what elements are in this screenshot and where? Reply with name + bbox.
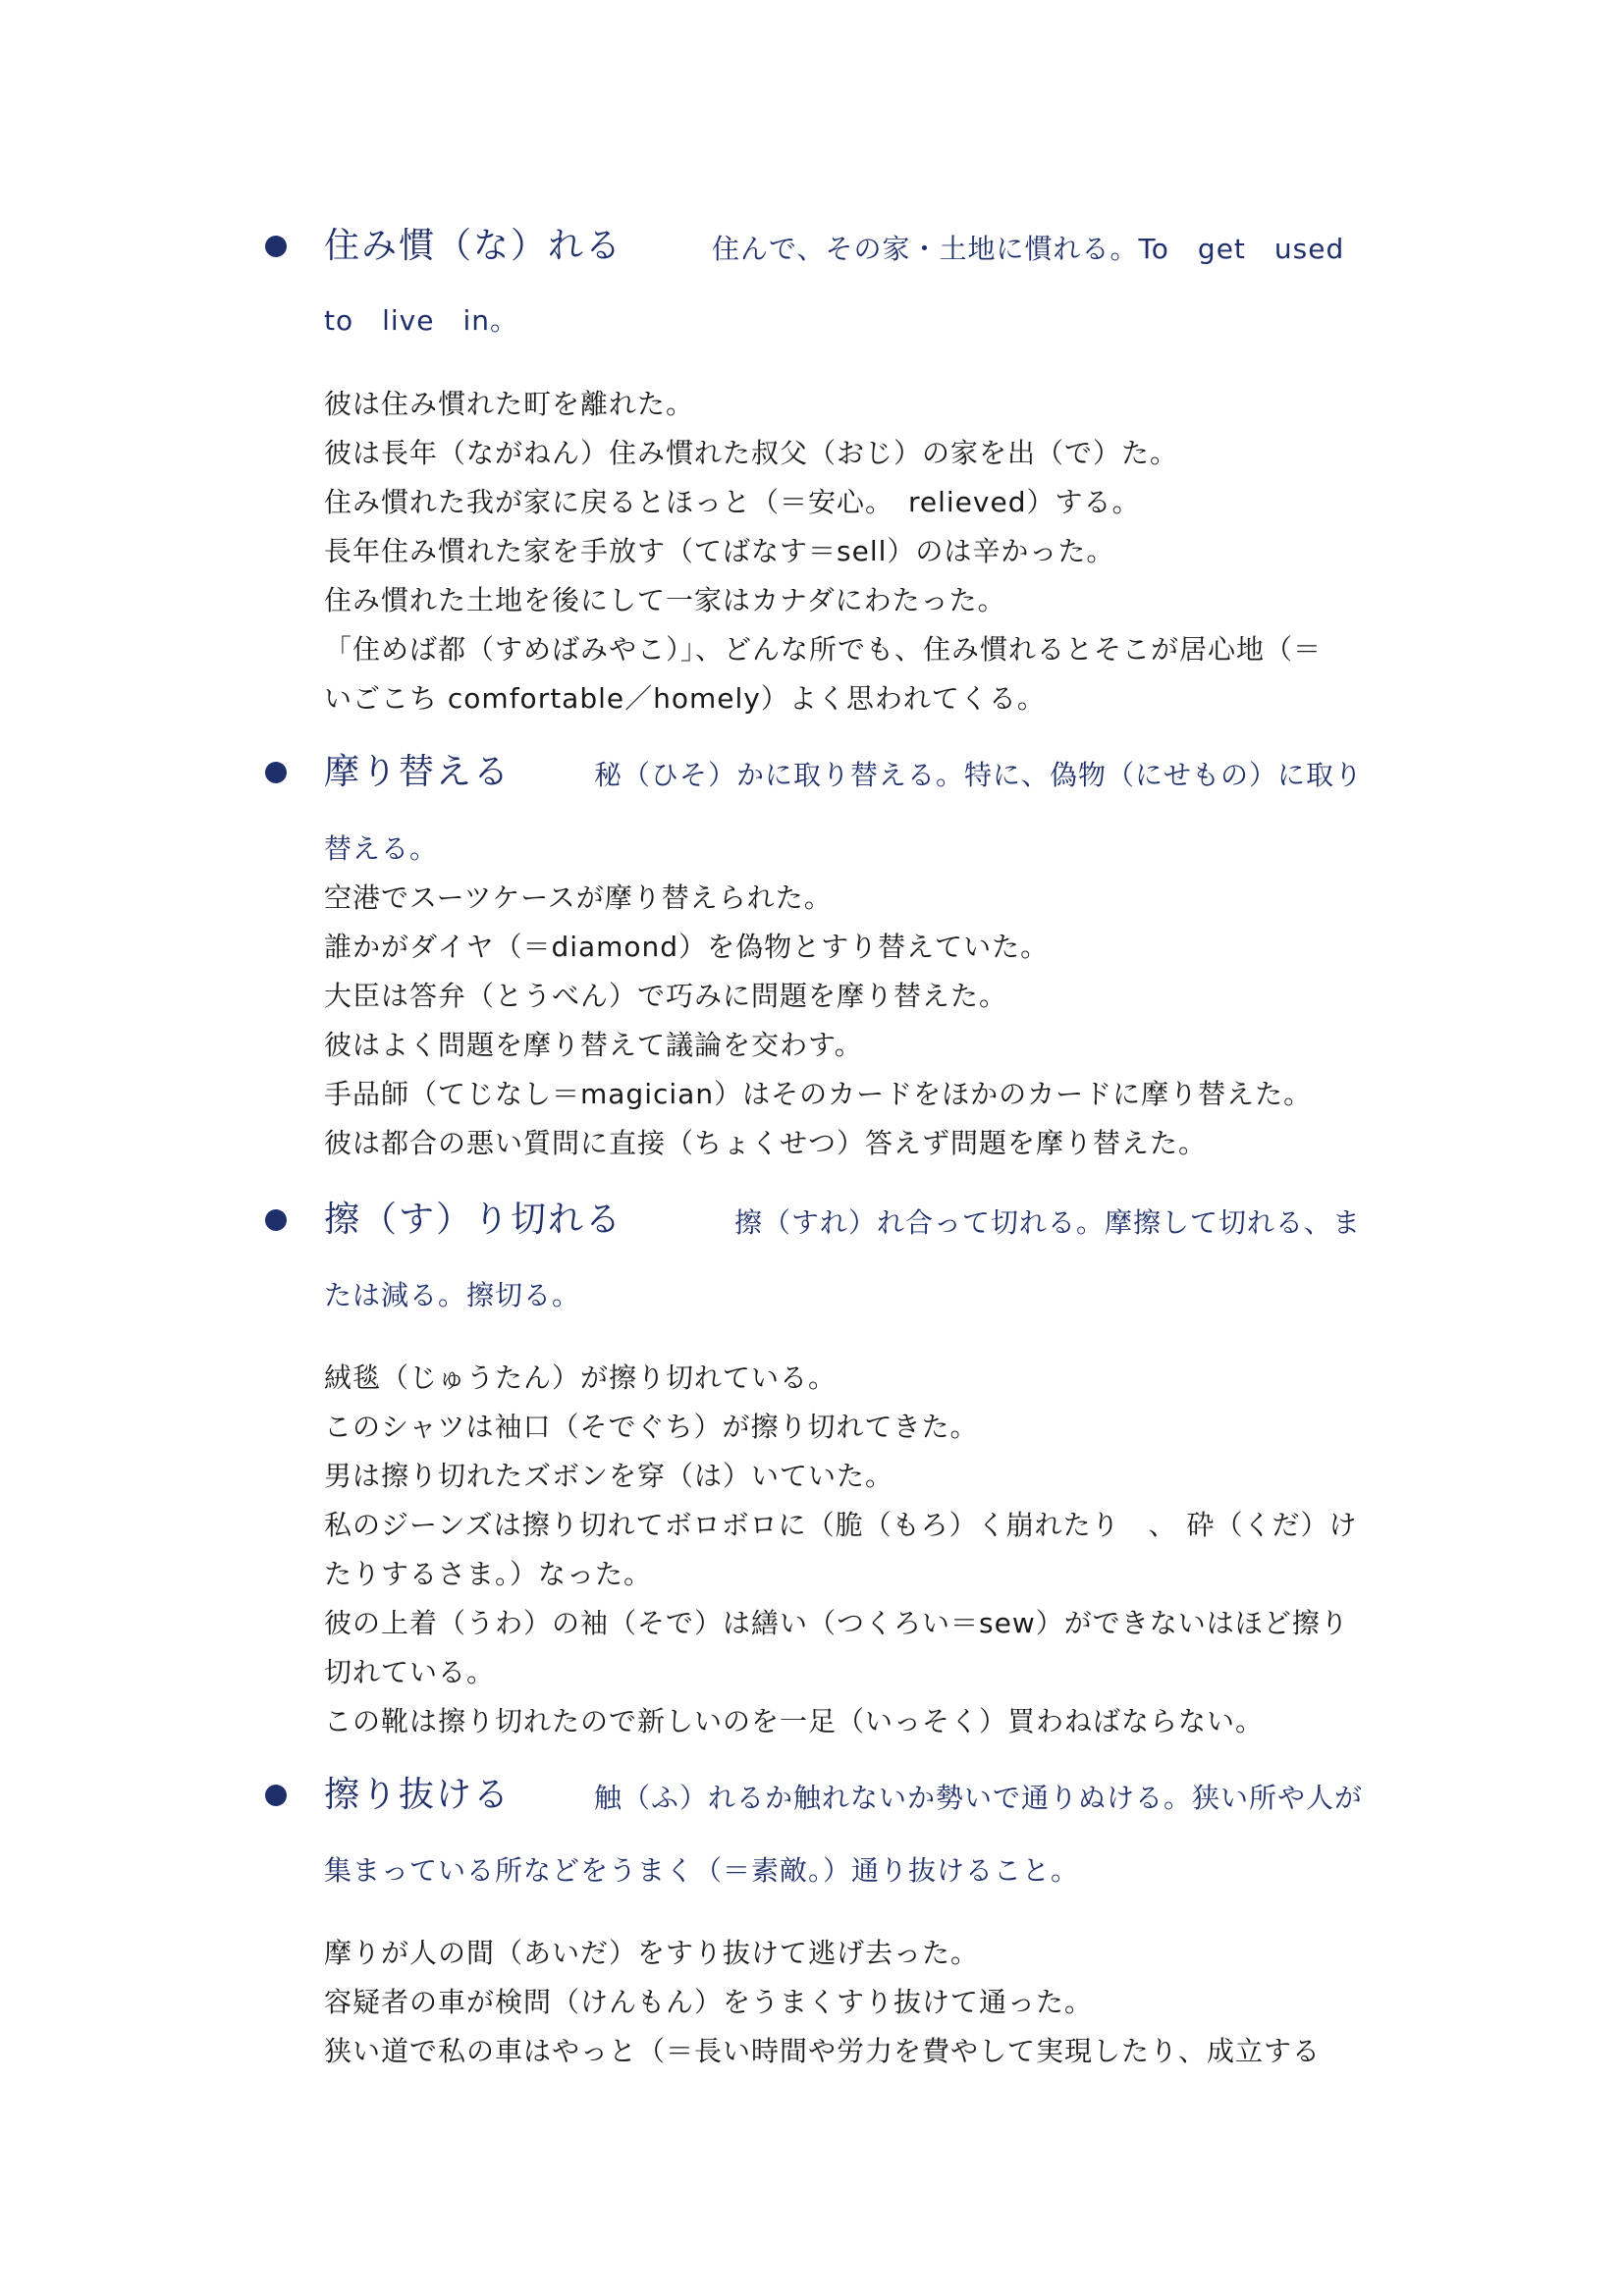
- example-sentence: 絨毯（じゅうたん）が擦り切れている。: [324, 1362, 838, 1394]
- example-sentence: 彼は住み慣れた町を離れた。: [324, 388, 695, 420]
- example-sentence: 摩りが人の間（あいだ）をすり抜けて逃げ去った。: [324, 1937, 980, 1969]
- bullet-icon: [265, 236, 287, 257]
- entry-definition: 住んで、その家・土地に慣れる。To get used: [712, 233, 1345, 265]
- entry-definition: 触（ふ）れるか触れないか勢いで通りぬける。狭い所や人が: [594, 1782, 1364, 1814]
- bullet-icon: [265, 1209, 287, 1231]
- entry-definition-cont: たは減る。擦切る。: [324, 1279, 581, 1311]
- entry-definition-cont: to live in。: [324, 304, 518, 337]
- example-sentence: 「住めば都（すめばみやこ）」、どんな所でも、住み慣れるとそこが居心地（＝: [324, 633, 1323, 666]
- example-sentence: 私のジーンズは擦り切れてボロボロに（脆（もろ）く崩れたり 、 砕（くだ）け: [324, 1509, 1358, 1541]
- entry-term: 住み慣（な）れる: [324, 226, 623, 266]
- bullet-icon: [265, 1785, 287, 1806]
- entry-definition-cont: 替える。: [324, 832, 439, 865]
- entry-definition: 擦（すれ）れ合って切れる。摩擦して切れる、ま: [734, 1206, 1362, 1239]
- example-sentence: 住み慣れた我が家に戻るとほっと（＝安心。 relieved）する。: [324, 486, 1141, 518]
- example-sentence: 彼の上着（うわ）の袖（そで）は繕い（つくろい＝sew）ができないはほど擦り: [324, 1607, 1349, 1639]
- example-sentence: 長年住み慣れた家を手放す（てばなす＝sell）のは辛かった。: [324, 535, 1115, 567]
- example-sentence: 誰かがダイヤ（＝diamond）を偽物とすり替えていた。: [324, 931, 1050, 963]
- entry-definition: 秘（ひそ）かに取り替える。特に、偽物（にせもの）に取り: [594, 759, 1364, 791]
- example-sentence: いごこち comfortable／homely）よく思われてくる。: [324, 682, 1046, 715]
- example-sentence: 大臣は答弁（とうべん）で巧みに問題を摩り替えた。: [324, 980, 1008, 1012]
- example-sentence: 彼はよく問題を摩り替えて議論を交わす。: [324, 1029, 863, 1061]
- bullet-icon: [265, 762, 287, 783]
- example-sentence: 手品師（てじなし＝magician）はそのカードをほかのカードに摩り替えた。: [324, 1078, 1313, 1110]
- entry-term: 擦（す）り切れる: [324, 1200, 623, 1240]
- example-sentence: このシャツは袖口（そでぐち）が擦り切れてきた。: [324, 1411, 979, 1443]
- example-sentence: 容疑者の車が検問（けんもん）をうまくすり抜けて通った。: [324, 1986, 1094, 2018]
- example-sentence: 空港でスーツケースが摩り替えられた。: [324, 881, 833, 914]
- entry-term: 摩り替える: [324, 752, 512, 792]
- entry-term: 擦り抜ける: [324, 1775, 512, 1815]
- example-sentence: 住み慣れた土地を後にして一家はカナダにわたった。: [324, 584, 1006, 616]
- example-sentence: 男は擦り切れたズボンを穿（は）いていた。: [324, 1460, 894, 1492]
- entry-definition-cont: 集まっている所などをうまく（＝素敵。）通り抜けること。: [324, 1854, 1080, 1887]
- example-sentence: 彼は都合の悪い質問に直接（ちょくせつ）答えず問題を摩り替えた。: [324, 1127, 1208, 1159]
- example-sentence: たりするさま。）なった。: [324, 1558, 653, 1590]
- example-sentence: 狭い道で私の車はやっと（＝長い時間や労力を費やして実現したり、成立する: [324, 2035, 1322, 2067]
- example-sentence: この靴は擦り切れたので新しいのを一足（いっそく）買わねばならない。: [324, 1705, 1265, 1737]
- example-sentence: 切れている。: [324, 1656, 496, 1688]
- example-sentence: 彼は長年（ながねん）住み慣れた叔父（おじ）の家を出（で）た。: [324, 437, 1179, 469]
